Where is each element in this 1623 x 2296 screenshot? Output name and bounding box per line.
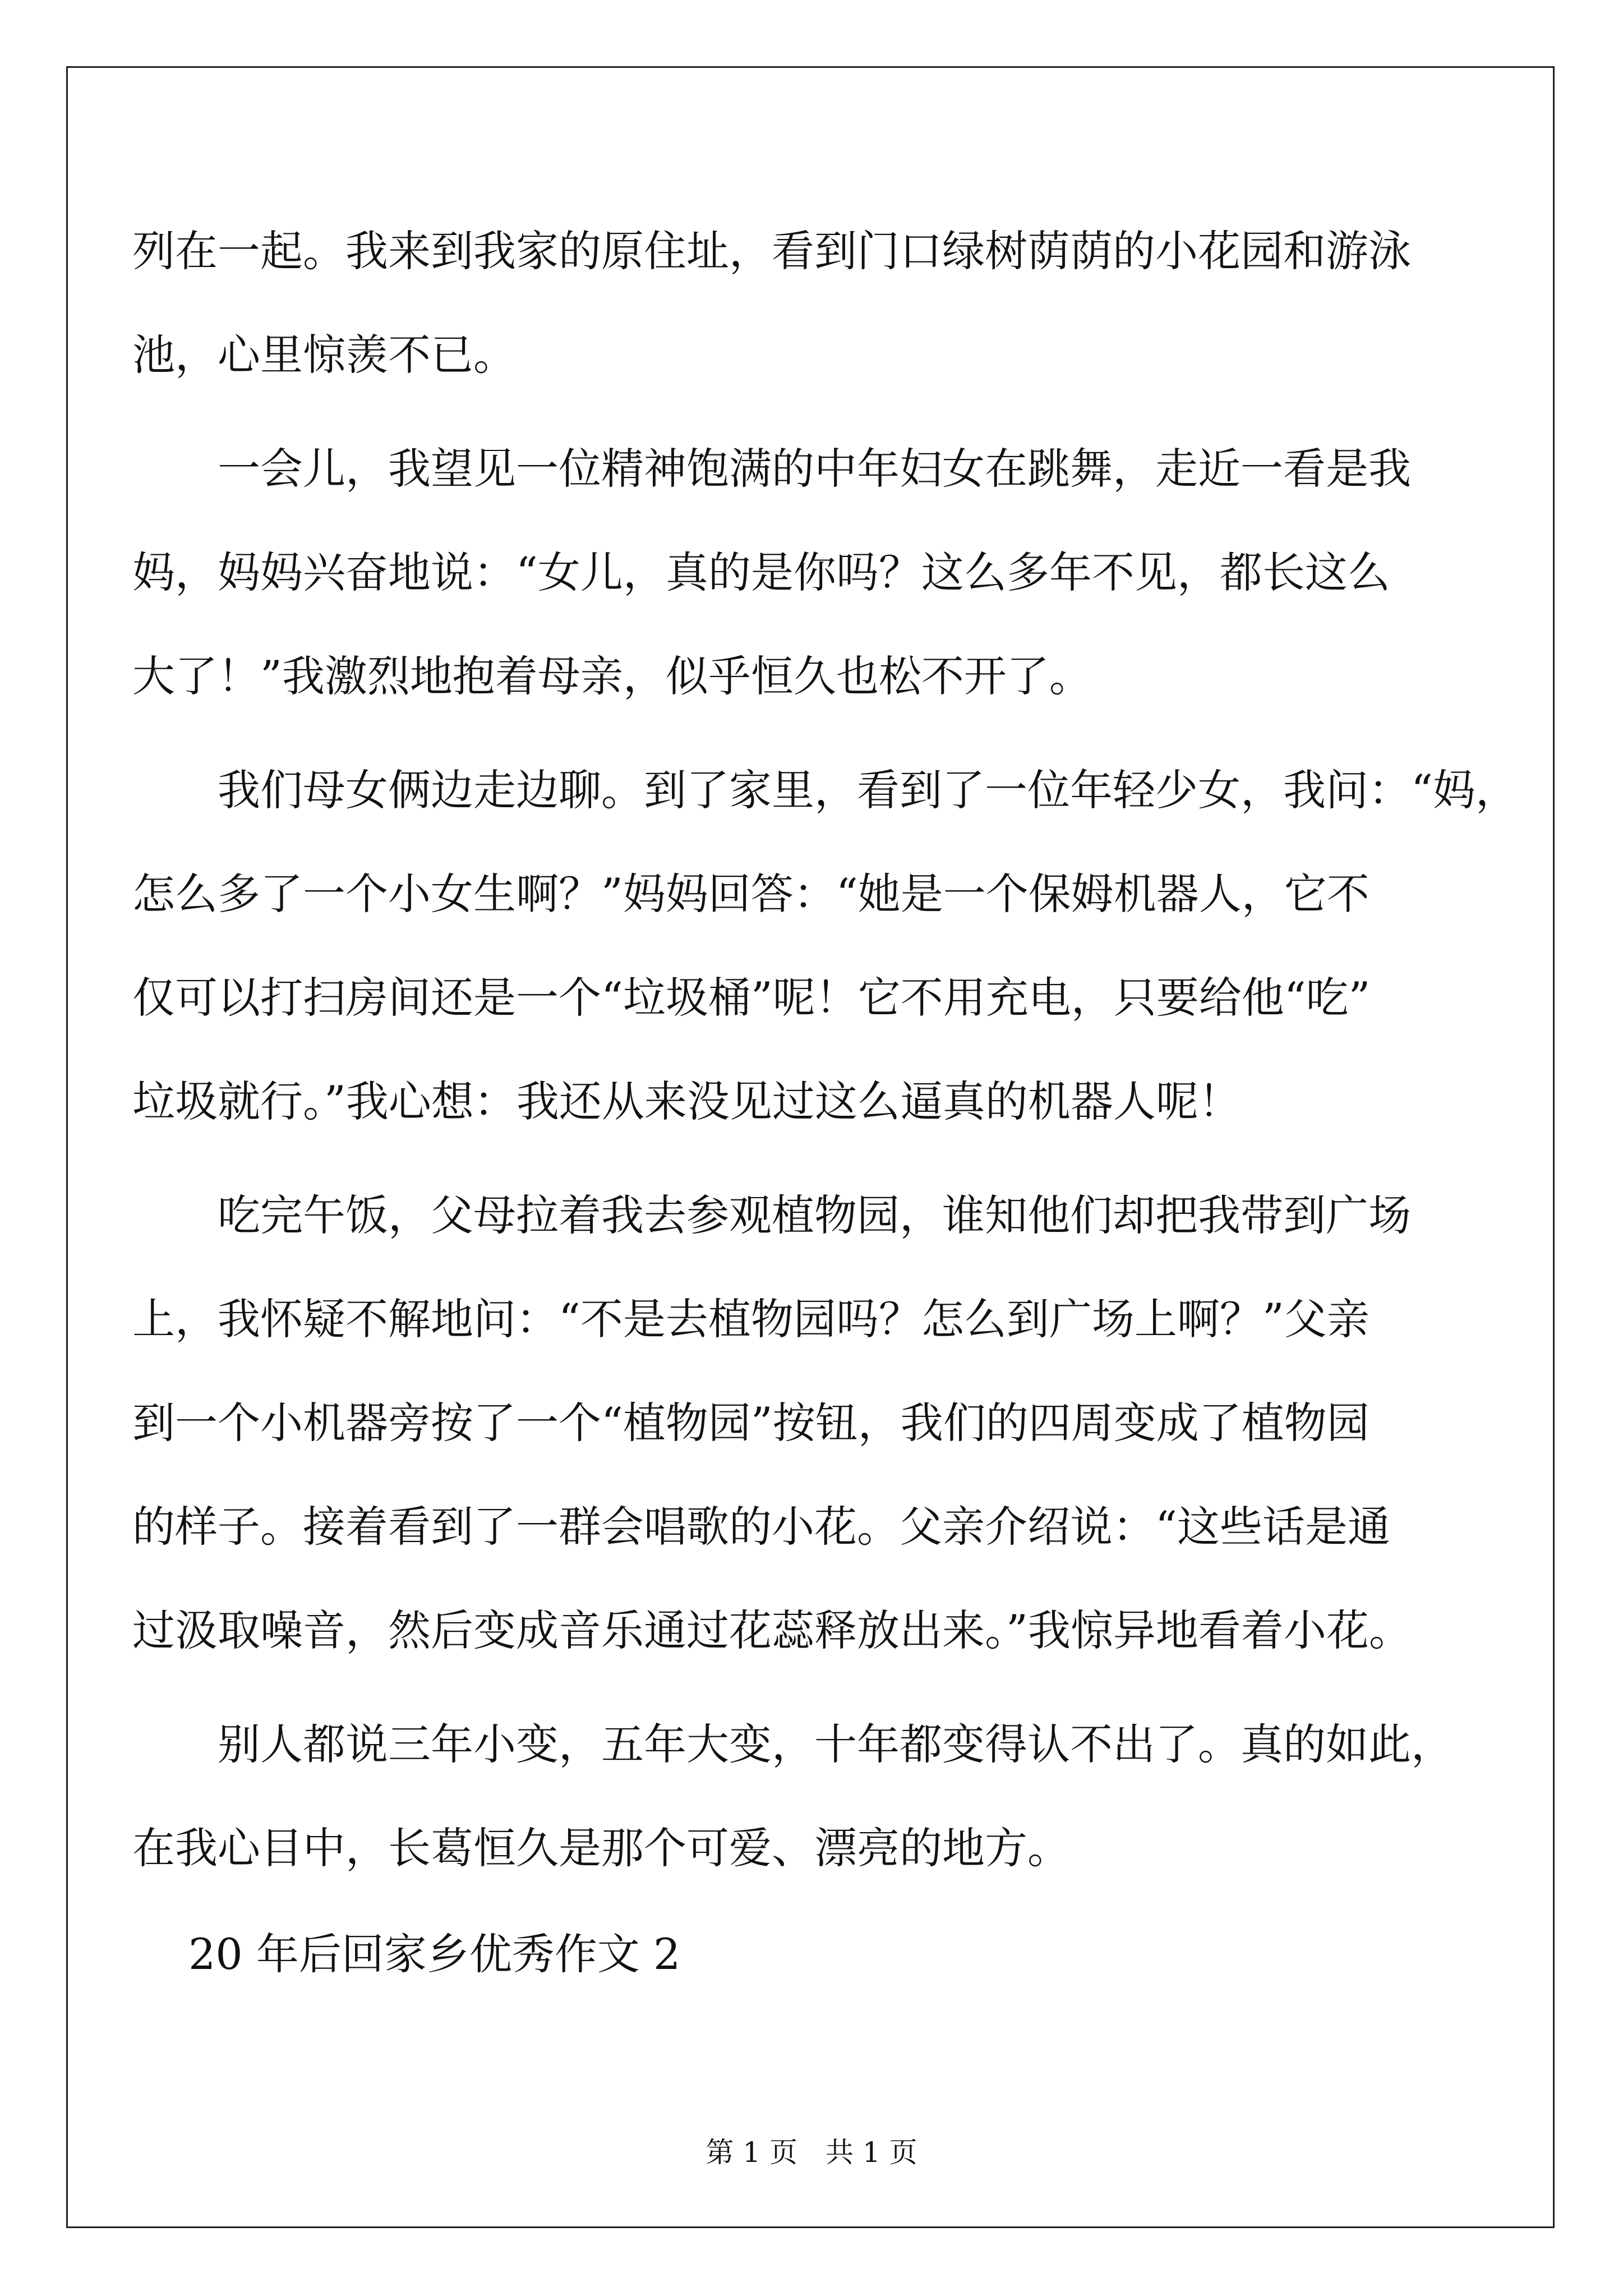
text-line: 我们母女俩边走边聊。到了家里，看到了一位年轻少女，我问：“妈， <box>218 765 1518 815</box>
text-line: 一会儿，我望见一位精神饱满的中年妇女在跳舞，走近一看是我 <box>218 444 1411 494</box>
text-line: 仅可以打扫房间还是一个“垃圾桶”呢！它不用充电，只要给他“吃” <box>132 973 1371 1023</box>
text-line: 池，心里惊羡不已。 <box>132 330 516 380</box>
text-line: 到一个小机器旁按了一个“植物园”按钮，我们的四周变成了植物园 <box>132 1398 1370 1448</box>
text-line: 怎么多了一个小女生啊？”妈妈回答：“她是一个保姆机器人，它不 <box>132 869 1370 919</box>
text-line: 大了！”我激烈地抱着母亲，似乎恒久也松不开了。 <box>132 651 1092 701</box>
text-line: 吃完午饭，父母拉着我去参观植物园，谁知他们却把我带到广场 <box>218 1190 1411 1240</box>
section-heading: 20 年后回家乡优秀作文 2 <box>188 1929 681 1979</box>
text-line: 垃圾就行。”我心想：我还从来没见过这么逼真的机器人呢！ <box>132 1076 1241 1126</box>
text-line: 在我心目中，长葛恒久是那个可爱、漂亮的地方。 <box>132 1823 1070 1873</box>
text-line: 过汲取噪音，然后变成音乐通过花蕊释放出来。”我惊异地看着小花。 <box>132 1605 1412 1655</box>
text-line: 妈，妈妈兴奋地说：“女儿，真的是你吗？这么多年不见，都长这么 <box>132 547 1390 597</box>
text-line: 的样子。接着看到了一群会唱歌的小花。父亲介绍说：“这些话是通 <box>132 1502 1390 1552</box>
text-line: 列在一起。我来到我家的原住址，看到门口绿树荫荫的小花园和游泳 <box>132 226 1411 276</box>
text-line: 别人都说三年小变，五年大变，十年都变得认不出了。真的如此， <box>218 1719 1454 1769</box>
page-border <box>66 66 1555 2228</box>
page-number: 第 1 页 共 1 页 <box>706 2136 917 2169</box>
text-line: 上，我怀疑不解地问：“不是去植物园吗？怎么到广场上啊？”父亲 <box>132 1294 1370 1344</box>
